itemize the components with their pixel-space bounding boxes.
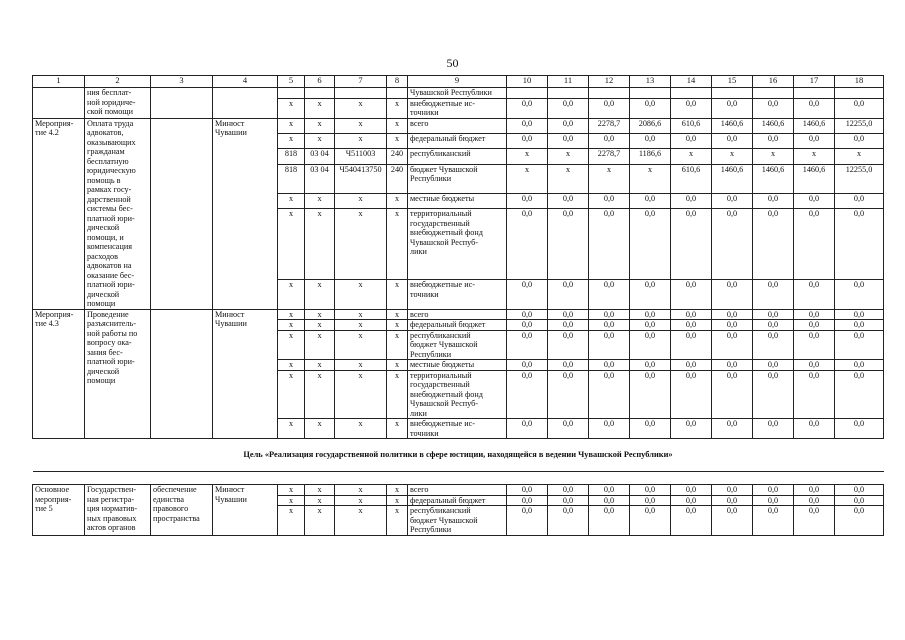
code-vr: x (387, 485, 408, 496)
value-cell: 0,0 (753, 309, 794, 320)
measure-goal (151, 309, 213, 439)
value-cell: 0,0 (835, 330, 884, 360)
column-header: 5 (278, 76, 305, 88)
value-empty (835, 88, 884, 99)
value-cell: 0,0 (507, 330, 548, 360)
measure-name (33, 88, 85, 119)
code-empty (305, 88, 335, 99)
value-cell: 0,0 (753, 280, 794, 309)
code-gp: x (278, 118, 305, 133)
measure-name: Основное мероприя- тие 5 (33, 485, 85, 536)
code-gp: x (278, 309, 305, 320)
value-cell: 0,0 (548, 309, 589, 320)
budget-table-wrap (32, 75, 884, 536)
code-csr: x (335, 419, 387, 439)
code-vr: 240 (387, 149, 408, 164)
value-cell: 0,0 (548, 193, 589, 208)
code-rz-pr: x (305, 506, 335, 536)
value-cell: 0,0 (671, 370, 712, 419)
value-cell: 0,0 (753, 360, 794, 371)
value-empty (548, 88, 589, 99)
value-cell: 0,0 (794, 330, 835, 360)
value-cell: 0,0 (548, 133, 589, 148)
value-cell: 0,0 (753, 419, 794, 439)
value-cell: 0,0 (507, 193, 548, 208)
value-cell: 0,0 (630, 419, 671, 439)
code-csr: x (335, 98, 387, 118)
code-vr: x (387, 209, 408, 280)
value-cell: 0,0 (507, 506, 548, 536)
code-csr: x (335, 360, 387, 371)
value-cell: 0,0 (671, 495, 712, 506)
value-cell: 0,0 (589, 506, 630, 536)
measure-goal: обеспечение единства правового пространства (151, 485, 213, 536)
value-cell: 0,0 (712, 320, 753, 331)
value-cell: 0,0 (753, 330, 794, 360)
funding-source: местные бюджеты (408, 360, 507, 371)
value-cell: 0,0 (712, 209, 753, 280)
goal-title: Цель «Реализация государственной политики в сфере юстиции, находящейся в ведении Чувашской Республики» (33, 439, 884, 472)
value-cell: 1460,6 (712, 118, 753, 133)
code-gp: x (278, 320, 305, 331)
measure-description: Государствен- ная регистра- ция норматив- ных правовых актов органов (85, 485, 151, 536)
code-csr: x (335, 118, 387, 133)
value-empty (589, 88, 630, 99)
measure-description: Проведение разъяснитель- ной работы по вопросу ока- зания бес- платной юри- дической помощи (85, 309, 151, 439)
value-empty (794, 88, 835, 99)
measure-goal (151, 118, 213, 309)
funding-source: внебюджетные ис- точники (408, 280, 507, 309)
code-rz-pr: x (305, 330, 335, 360)
funding-source: внебюджетные ис- точники (408, 98, 507, 118)
value-cell: x (671, 149, 712, 164)
value-cell: x (712, 149, 753, 164)
value-cell: 0,0 (589, 370, 630, 419)
goal-row (33, 439, 884, 472)
code-gp: 818 (278, 149, 305, 164)
value-cell: 0,0 (794, 495, 835, 506)
code-vr: x (387, 419, 408, 439)
code-rz-pr: 03 04 (305, 164, 335, 193)
code-rz-pr: x (305, 133, 335, 148)
value-cell: 0,0 (835, 320, 884, 331)
value-cell: 0,0 (794, 280, 835, 309)
value-cell: 0,0 (835, 485, 884, 496)
value-cell: 0,0 (548, 280, 589, 309)
value-cell: 0,0 (794, 133, 835, 148)
value-cell: 0,0 (753, 209, 794, 280)
value-cell: 0,0 (507, 419, 548, 439)
measure-4-2-row (33, 118, 884, 133)
code-gp: x (278, 506, 305, 536)
code-csr: x (335, 495, 387, 506)
code-gp: x (278, 419, 305, 439)
value-cell: 0,0 (589, 98, 630, 118)
value-cell: 0,0 (794, 209, 835, 280)
column-header: 7 (335, 76, 387, 88)
code-empty (335, 88, 387, 99)
value-cell: 0,0 (507, 98, 548, 118)
code-gp: x (278, 98, 305, 118)
value-cell: 0,0 (589, 133, 630, 148)
column-header: 3 (151, 76, 213, 88)
value-cell: 0,0 (630, 360, 671, 371)
value-cell: 0,0 (630, 209, 671, 280)
value-cell: 0,0 (671, 309, 712, 320)
funding-source: республиканский бюджет Чувашской Республики (408, 330, 507, 360)
value-cell: 0,0 (548, 98, 589, 118)
value-cell: 1460,6 (712, 164, 753, 193)
value-cell: 0,0 (630, 330, 671, 360)
value-cell: 0,0 (589, 320, 630, 331)
code-rz-pr: x (305, 98, 335, 118)
value-cell: 0,0 (835, 360, 884, 371)
code-csr: x (335, 330, 387, 360)
value-cell: 0,0 (794, 320, 835, 331)
value-cell: 0,0 (835, 280, 884, 309)
value-cell: 610,6 (671, 118, 712, 133)
funding-source: федеральный бюджет (408, 495, 507, 506)
value-cell: 0,0 (589, 419, 630, 439)
value-cell: 0,0 (589, 193, 630, 208)
value-cell: 0,0 (630, 495, 671, 506)
value-cell: 0,0 (712, 280, 753, 309)
value-cell: 0,0 (794, 485, 835, 496)
value-cell: 0,0 (712, 98, 753, 118)
measure-description: Оплата труда адвокатов, оказывающих гражданам бесплатную юридическую помощь в рамках госу- дарственной системы бес- платной юри- дической помощи, и компенсация расходов адвокатов на оказание бес- платной юри- дической помощи (85, 118, 151, 309)
funding-source: федеральный бюджет (408, 320, 507, 331)
value-cell: 0,0 (548, 320, 589, 331)
code-empty (387, 88, 408, 99)
value-cell: 0,0 (671, 98, 712, 118)
value-cell: 0,0 (507, 133, 548, 148)
value-cell: 0,0 (671, 419, 712, 439)
value-cell: 0,0 (507, 370, 548, 419)
value-cell: 0,0 (712, 506, 753, 536)
value-cell: 2278,7 (589, 118, 630, 133)
measure-4-3-row (33, 309, 884, 320)
code-rz-pr: x (305, 495, 335, 506)
code-csr: x (335, 193, 387, 208)
code-rz-pr: x (305, 360, 335, 371)
value-cell: 0,0 (507, 320, 548, 331)
code-csr: x (335, 309, 387, 320)
column-header: 12 (589, 76, 630, 88)
value-cell: 0,0 (671, 193, 712, 208)
column-header: 14 (671, 76, 712, 88)
funding-source: всего (408, 485, 507, 496)
code-vr: x (387, 193, 408, 208)
code-rz-pr: x (305, 309, 335, 320)
value-cell: 0,0 (630, 193, 671, 208)
value-empty (712, 88, 753, 99)
value-cell: 0,0 (753, 506, 794, 536)
value-cell: 0,0 (548, 419, 589, 439)
value-cell: 0,0 (753, 370, 794, 419)
value-cell: x (835, 149, 884, 164)
code-csr: Ч511003 (335, 149, 387, 164)
value-cell: 0,0 (712, 370, 753, 419)
value-cell: 1460,6 (794, 164, 835, 193)
value-cell: 0,0 (794, 98, 835, 118)
value-cell: 0,0 (835, 133, 884, 148)
value-empty (753, 88, 794, 99)
value-cell: 0,0 (753, 98, 794, 118)
value-cell: 0,0 (712, 330, 753, 360)
value-cell: x (753, 149, 794, 164)
value-cell: 0,0 (671, 209, 712, 280)
value-cell: 1460,6 (753, 118, 794, 133)
value-cell: 0,0 (507, 485, 548, 496)
value-cell: 0,0 (589, 495, 630, 506)
value-cell: x (794, 149, 835, 164)
page-number: 50 (446, 56, 459, 70)
main-measure-5-row (33, 485, 884, 496)
column-header: 10 (507, 76, 548, 88)
code-rz-pr: x (305, 193, 335, 208)
measure-description: ния бесплат- ной юридиче- ской помощи (85, 88, 151, 119)
code-gp: x (278, 209, 305, 280)
column-header: 4 (213, 76, 278, 88)
value-cell: 0,0 (712, 419, 753, 439)
value-cell: 0,0 (548, 495, 589, 506)
code-gp: x (278, 360, 305, 371)
code-rz-pr: x (305, 419, 335, 439)
value-cell: 0,0 (589, 485, 630, 496)
value-cell: 0,0 (671, 330, 712, 360)
header-row (33, 76, 884, 88)
value-cell: 0,0 (712, 133, 753, 148)
value-cell: 0,0 (630, 280, 671, 309)
budget-table (32, 75, 884, 536)
funding-source: Чувашской Республики (408, 88, 507, 99)
value-cell: 0,0 (794, 370, 835, 419)
column-header: 18 (835, 76, 884, 88)
value-cell: 0,0 (548, 118, 589, 133)
code-csr: x (335, 485, 387, 496)
code-rz-pr: x (305, 209, 335, 280)
value-cell: 0,0 (712, 360, 753, 371)
value-cell: 0,0 (548, 360, 589, 371)
value-cell: 0,0 (753, 495, 794, 506)
value-cell: 0,0 (671, 280, 712, 309)
funding-source: бюджет Чувашской Республики (408, 164, 507, 193)
code-vr: x (387, 330, 408, 360)
value-cell: 0,0 (507, 209, 548, 280)
value-cell: 0,0 (630, 133, 671, 148)
column-header: 15 (712, 76, 753, 88)
code-csr: x (335, 209, 387, 280)
column-header: 16 (753, 76, 794, 88)
value-empty (671, 88, 712, 99)
code-gp: x (278, 485, 305, 496)
value-cell: 0,0 (630, 370, 671, 419)
column-header: 9 (408, 76, 507, 88)
funding-source: федеральный бюджет (408, 133, 507, 148)
value-cell: 0,0 (794, 360, 835, 371)
code-rz-pr: x (305, 280, 335, 309)
value-cell: 0,0 (753, 320, 794, 331)
value-cell: 0,0 (507, 360, 548, 371)
code-gp: x (278, 280, 305, 309)
value-cell: 0,0 (630, 98, 671, 118)
executor (213, 88, 278, 119)
code-vr: x (387, 506, 408, 536)
value-cell: 0,0 (753, 133, 794, 148)
spacer-row (33, 472, 884, 485)
value-cell: 0,0 (671, 506, 712, 536)
code-gp: x (278, 495, 305, 506)
value-cell: 0,0 (507, 495, 548, 506)
column-header: 13 (630, 76, 671, 88)
value-cell: x (548, 149, 589, 164)
code-csr: x (335, 320, 387, 331)
code-vr: x (387, 309, 408, 320)
code-vr: x (387, 280, 408, 309)
code-gp: x (278, 193, 305, 208)
value-cell: 0,0 (712, 495, 753, 506)
value-cell: 0,0 (671, 320, 712, 331)
code-rz-pr: 03 04 (305, 149, 335, 164)
executor: Минюст Чувашии (213, 485, 278, 536)
value-cell: 0,0 (589, 309, 630, 320)
executor: Минюст Чувашии (213, 118, 278, 309)
value-cell: 0,0 (712, 309, 753, 320)
value-cell: 0,0 (589, 209, 630, 280)
value-cell: 610,6 (671, 164, 712, 193)
code-csr: x (335, 370, 387, 419)
code-vr: x (387, 98, 408, 118)
funding-source: местные бюджеты (408, 193, 507, 208)
executor: Минюст Чувашии (213, 309, 278, 439)
value-cell: 12255,0 (835, 118, 884, 133)
value-cell: 0,0 (630, 320, 671, 331)
column-header: 17 (794, 76, 835, 88)
value-cell: 0,0 (671, 133, 712, 148)
value-cell: 1460,6 (753, 164, 794, 193)
value-cell: 0,0 (548, 506, 589, 536)
code-rz-pr: x (305, 118, 335, 133)
value-cell: 0,0 (548, 330, 589, 360)
code-vr: x (387, 118, 408, 133)
column-header: 8 (387, 76, 408, 88)
value-cell: 0,0 (835, 309, 884, 320)
value-cell: 0,0 (712, 485, 753, 496)
code-csr: Ч540413750 (335, 164, 387, 193)
value-cell: 0,0 (630, 309, 671, 320)
value-cell: 0,0 (794, 506, 835, 536)
code-vr: x (387, 495, 408, 506)
value-cell: 0,0 (507, 309, 548, 320)
value-cell: 0,0 (794, 309, 835, 320)
value-empty (630, 88, 671, 99)
value-cell: x (507, 164, 548, 193)
value-cell: 0,0 (548, 370, 589, 419)
code-vr: x (387, 320, 408, 331)
value-cell: 0,0 (835, 506, 884, 536)
code-gp: x (278, 133, 305, 148)
value-empty (507, 88, 548, 99)
value-cell: 0,0 (835, 370, 884, 419)
value-cell: 0,0 (835, 209, 884, 280)
code-vr: x (387, 133, 408, 148)
continuation-row (33, 88, 884, 99)
code-gp: x (278, 370, 305, 419)
column-header: 2 (85, 76, 151, 88)
code-vr: x (387, 360, 408, 371)
code-csr: x (335, 280, 387, 309)
column-header: 6 (305, 76, 335, 88)
value-cell: 0,0 (753, 485, 794, 496)
value-cell: 0,0 (794, 193, 835, 208)
code-csr: x (335, 506, 387, 536)
value-cell: 0,0 (589, 280, 630, 309)
value-cell: 0,0 (753, 193, 794, 208)
value-cell: 1460,6 (794, 118, 835, 133)
funding-source: республиканский бюджет Чувашской Республики (408, 506, 507, 536)
value-cell: 0,0 (589, 360, 630, 371)
code-rz-pr: x (305, 320, 335, 331)
value-cell: 2086,6 (630, 118, 671, 133)
value-cell: 0,0 (507, 280, 548, 309)
measure-name: Мероприя- тие 4.3 (33, 309, 85, 439)
value-cell: 0,0 (794, 419, 835, 439)
value-cell: 12255,0 (835, 164, 884, 193)
value-cell: 0,0 (835, 98, 884, 118)
value-cell: 0,0 (548, 209, 589, 280)
value-cell: 0,0 (835, 419, 884, 439)
value-cell: 0,0 (671, 485, 712, 496)
value-cell: 0,0 (712, 193, 753, 208)
spacer (33, 472, 884, 485)
value-cell: x (548, 164, 589, 193)
funding-source: внебюджетные ис- точники (408, 419, 507, 439)
measure-name: Мероприя- тие 4.2 (33, 118, 85, 309)
column-header: 11 (548, 76, 589, 88)
value-cell: 1186,6 (630, 149, 671, 164)
value-cell: x (589, 164, 630, 193)
value-cell: 0,0 (507, 118, 548, 133)
code-vr: x (387, 370, 408, 419)
funding-source: территориальный государственный внебюджетный фонд Чувашской Респуб- лики (408, 370, 507, 419)
code-vr: 240 (387, 164, 408, 193)
value-cell: x (507, 149, 548, 164)
value-cell: 0,0 (630, 506, 671, 536)
code-csr: x (335, 133, 387, 148)
value-cell: 0,0 (548, 485, 589, 496)
funding-source: территориальный государственный внебюджетный фонд Чувашской Респуб- лики (408, 209, 507, 280)
funding-source: всего (408, 118, 507, 133)
funding-source: республиканский (408, 149, 507, 164)
code-gp: 818 (278, 164, 305, 193)
value-cell: 2278,7 (589, 149, 630, 164)
funding-source: всего (408, 309, 507, 320)
value-cell: 0,0 (630, 485, 671, 496)
value-cell: 0,0 (835, 193, 884, 208)
value-cell: 0,0 (835, 495, 884, 506)
value-cell: 0,0 (671, 360, 712, 371)
measure-goal (151, 88, 213, 119)
code-empty (278, 88, 305, 99)
code-gp: x (278, 330, 305, 360)
value-cell: 0,0 (589, 330, 630, 360)
code-rz-pr: x (305, 485, 335, 496)
column-header: 1 (33, 76, 85, 88)
value-cell: x (630, 164, 671, 193)
code-rz-pr: x (305, 370, 335, 419)
